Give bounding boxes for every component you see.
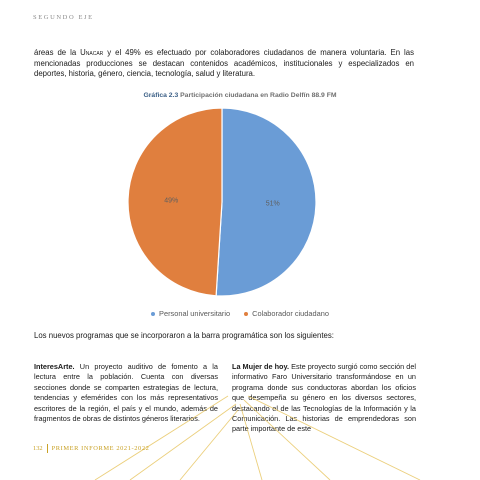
report-title: PRIMER INFORME 2021-2022 (51, 445, 150, 452)
unacar-abbreviation: Unacar (80, 48, 104, 57)
mujer-de-hoy-title: La Mujer de hoy. (232, 362, 290, 371)
legend-label-personal: Personal universitario (159, 309, 231, 318)
legend-label-colaborador: Colaborador ciudadano (252, 309, 329, 318)
programs-intro: Los nuevos programas que se incorporaron a la barra programática son los siguientes: (34, 331, 334, 340)
deco-line (95, 396, 228, 480)
intro-text-end: y el 49% es efectuado por colaboradores ciudadanos de manera voluntaria. En las mencionadas producciones se destacan contenidos académicos, institucionales y especializados en deportes, historia, género, ciencia, tecnología, salud y literatura. (34, 48, 414, 79)
deco-line (244, 400, 330, 480)
footer (33, 444, 149, 453)
interesarte-title: InteresArte. (34, 362, 75, 371)
footer-divider (47, 444, 48, 453)
interesarte-text: Un proyecto auditivo de fomento a la lectura entre la población. Cuenta con diversas secciones donde se comparten estrategias de lectura, tendencias y efemérides con los más representativos escritores de la región, el país y el mundo, además de fragmentos de obras de distintos géneros literarios. (34, 362, 218, 424)
intro-text-start: áreas de la (34, 48, 81, 57)
mujer-de-hoy-text: Este proyecto surgió como sección del informativo Faro Universitario transformándose en un programa donde sus conductoras abordan los oficios que desempeña su género en los diversos sectores, destacando el de las Tecnologías de la Información y la Comunicación. Las historias de emprendedoras son parte importante de este (232, 362, 416, 434)
deco-line (240, 404, 262, 480)
deco-line (248, 396, 420, 480)
deco-line (130, 404, 236, 480)
chart-title-text: Participación ciudadana en Radio Delfín 88.9 FM (178, 92, 337, 99)
chart-title-lead: Gráfica 2.3 (143, 92, 179, 99)
pie-data-label: 51% (265, 200, 280, 208)
pie-data-label: 49% (164, 197, 179, 205)
page-number: 132 (33, 445, 43, 452)
section-label: SEGUNDO EJE (33, 14, 94, 21)
